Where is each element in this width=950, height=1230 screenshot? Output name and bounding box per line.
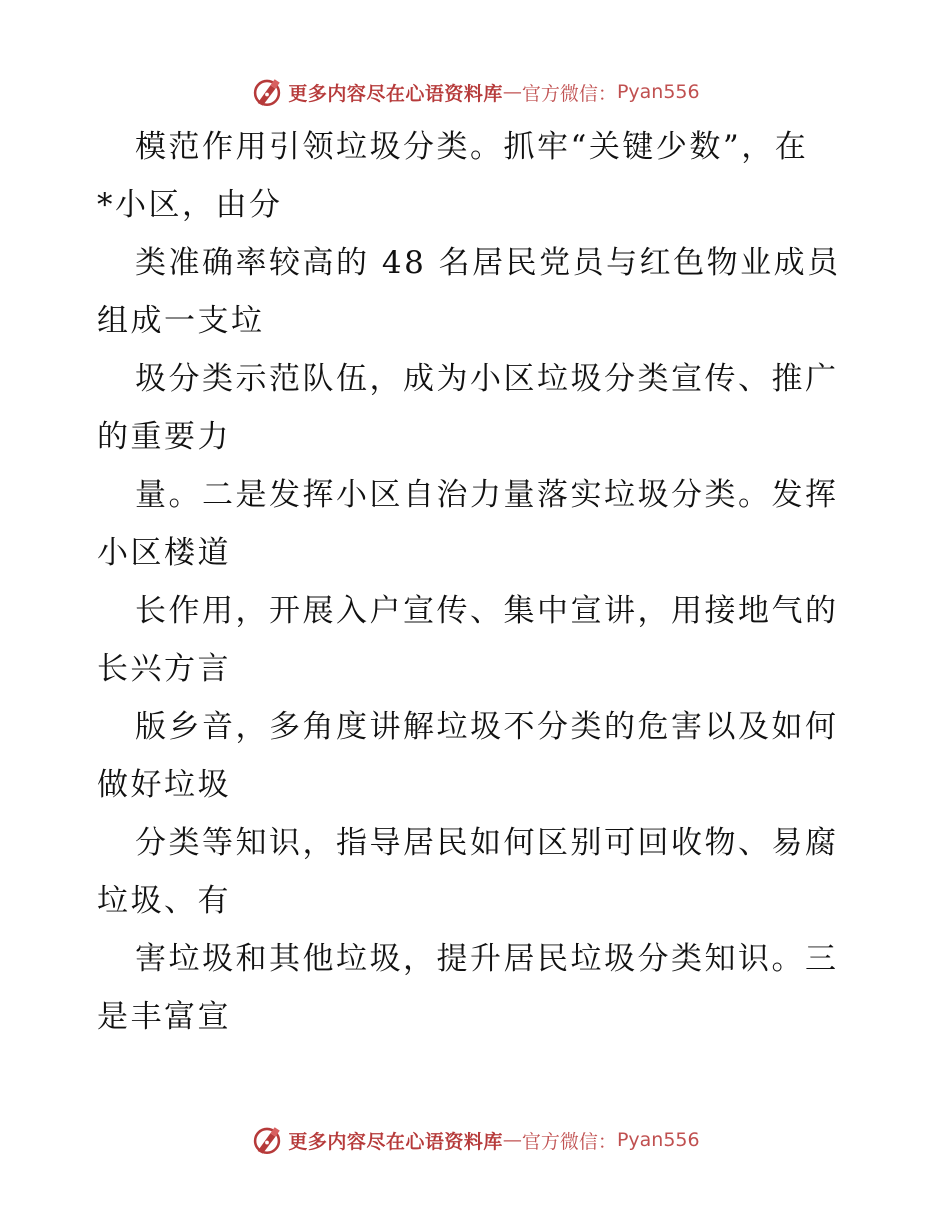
paragraph-line: 组成一支垃 xyxy=(97,303,265,339)
paragraph-line: 量。二是发挥小区自治力量落实垃圾分类。发挥 xyxy=(135,477,839,513)
paragraph-line: 类准确率较高的 48 名居民党员与红色物业成员 xyxy=(135,245,841,281)
paragraph-line: 分类等知识，指导居民如何区别可回收物、易腐 xyxy=(135,825,839,861)
paragraph-line: *小区，由分 xyxy=(97,187,283,223)
header-banner xyxy=(0,72,950,112)
paragraph-line: 害垃圾和其他垃圾，提升居民垃圾分类知识。三 xyxy=(135,941,839,977)
pen-nib-logo-icon xyxy=(250,75,284,109)
document-body xyxy=(97,118,857,1046)
paragraph-line: 长兴方言 xyxy=(97,651,231,687)
banner-wechat-id: Pyan556 xyxy=(616,81,700,103)
paragraph-line: 模范作用引领垃圾分类。抓牢“关键少数”，在 xyxy=(135,129,809,165)
banner-dash: — xyxy=(502,81,522,103)
paragraph-line: 圾分类示范队伍，成为小区垃圾分类宣传、推广 xyxy=(135,361,839,397)
paragraph-line: 的重要力 xyxy=(97,419,231,455)
banner-title: 更多内容尽在心语资料库 xyxy=(288,82,503,105)
paragraph-line: 是丰富宣 xyxy=(97,999,231,1035)
banner-title: 更多内容尽在心语资料库 xyxy=(288,1130,503,1153)
pen-nib-logo-icon xyxy=(250,1123,284,1157)
banner-wechat-label: 官方微信： xyxy=(521,82,617,105)
paragraph-line: 版乡音，多角度讲解垃圾不分类的危害以及如何 xyxy=(135,709,839,745)
paragraph-line: 长作用，开展入户宣传、集中宣讲，用接地气的 xyxy=(135,593,839,629)
paragraph-line: 做好垃圾 xyxy=(97,767,231,803)
banner-wechat-label: 官方微信： xyxy=(521,1130,617,1153)
paragraph-line: 小区楼道 xyxy=(97,535,231,571)
banner-wechat-id: Pyan556 xyxy=(616,1129,700,1151)
banner-dash: — xyxy=(502,1129,522,1151)
footer-banner xyxy=(0,1120,950,1160)
paragraph-line: 垃圾、有 xyxy=(97,883,231,919)
